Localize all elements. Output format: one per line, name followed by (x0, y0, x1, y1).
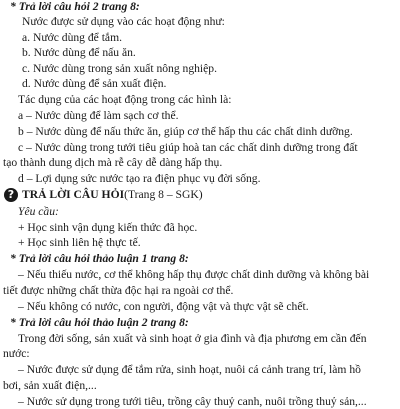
heading-q2: * Trả lời câu hỏi 2 trang 8: (10, 0, 140, 13)
section-page-ref: (Trang 8 – SGK) (124, 188, 203, 201)
text-line: bơi, sản xuất điện,... (3, 379, 97, 392)
list-item: b. Nước dùng để nấu ăn. (22, 46, 136, 59)
list-item: c. Nước dùng trong sản xuất nông nghiệp. (22, 62, 217, 75)
text-line: – Nếu thiếu nước, cơ thể không hấp thụ được chất dinh dưỡng và không bài (18, 268, 370, 281)
list-item: + Học sinh liên hệ thực tế. (18, 236, 141, 249)
text-line: Nước được sử dụng vào các hoạt động như: (22, 15, 225, 28)
text-line: Tác dụng của các hoạt động trong các hình là: (18, 93, 232, 106)
list-item: c – Nước dùng trong tưới tiêu giúp hoà tan các chất dinh dưỡng trong đất (18, 141, 358, 154)
list-item: + Học sinh vận dụng kiến thức đã học. (18, 221, 198, 234)
list-item: a. Nước dùng để tắm. (22, 31, 122, 44)
section-heading (4, 188, 203, 202)
text-line: nước: (3, 347, 30, 360)
section-title: TRẢ LỜI CÂU HỎI (22, 188, 125, 201)
text-line: – Nước sử dụng trong tưới tiêu, trồng cây thuỷ canh, nuôi trồng thuỷ sản,... (18, 395, 367, 408)
list-item: d. Nước dùng để sản xuất điện. (22, 77, 167, 90)
list-item: b – Nước dùng để nấu thức ăn, giúp cơ thể hấp thu các chất dinh dưỡng. (18, 125, 353, 138)
heading-discussion-2: * Trả lời câu hỏi thảo luận 2 trang 8: (10, 316, 189, 329)
text-line: – Nước được sử dụng để tắm rửa, sinh hoạt, nuôi cá cảnh trang trí, làm hồ (18, 363, 361, 376)
list-item: d – Lợi dụng sức nước tạo ra điện phục vụ đời sống. (18, 172, 261, 185)
text-line: Trong đời sống, sản xuất và sinh hoạt ở gia đình và địa phương em cần đến (18, 332, 367, 345)
question-icon: ? (4, 188, 18, 202)
text-line: tiết được những chất thừa độc hại ra ngoài cơ thể. (3, 284, 234, 297)
text-line: Yêu cầu: (18, 205, 59, 218)
list-item: a – Nước dùng để làm sạch cơ thể. (18, 109, 179, 122)
text-line: – Nếu không có nước, con người, động vật và thực vật sẽ chết. (18, 300, 309, 313)
heading-discussion-1: * Trả lời câu hỏi thảo luận 1 trang 8: (10, 252, 189, 265)
text-line: tạo thành dung dịch mà rễ cây dễ dàng hấp thụ. (3, 156, 223, 169)
